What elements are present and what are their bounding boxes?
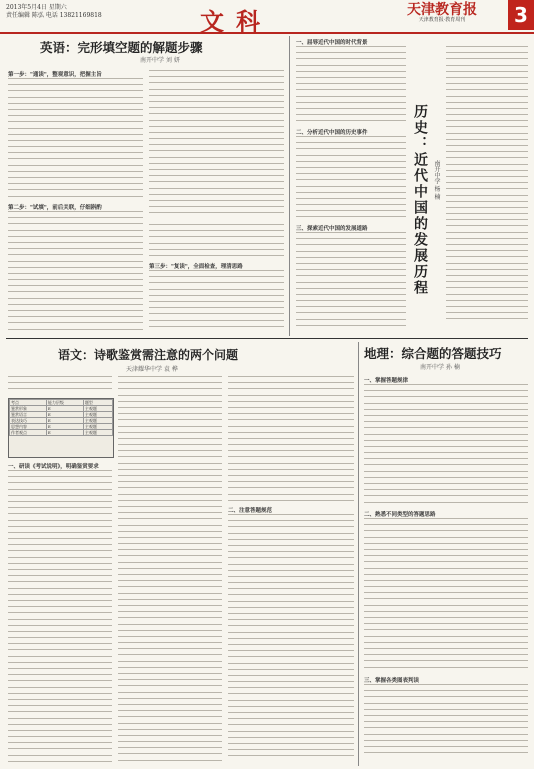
- poetry-byline: 天津耀华中学 袁 桦: [126, 366, 178, 373]
- poetry-sub2: 二、注意答题规范: [228, 508, 273, 514]
- column-divider: [358, 342, 359, 766]
- geography-byline: 南开中学 孙 楠: [420, 364, 460, 371]
- geography-sub2: 二、熟悉不同类型的答题思路: [364, 512, 436, 518]
- english-col2-text3: [149, 270, 284, 332]
- table-cell: E: [46, 424, 83, 430]
- english-title: 英语：完形填空题的解题步骤: [40, 40, 203, 55]
- geography-text1: [364, 384, 528, 508]
- poetry-col1-text: [8, 470, 112, 762]
- paper-sub: 天津教育报·教育周刊: [418, 17, 466, 23]
- table-cell: 主观题: [83, 424, 112, 430]
- table-cell: 主观题: [83, 406, 112, 412]
- history-col1-text2: [296, 136, 406, 222]
- table-header: 能力层级: [46, 400, 83, 406]
- history-sub1: 一、屈辱近代中国的时代背景: [296, 40, 368, 46]
- english-col2-text2: [149, 224, 284, 260]
- english-sub1: 第一步："通读"，整观意识，把握主旨: [8, 72, 102, 78]
- poetry-title: 语文：诗歌鉴赏需注意的两个问题: [58, 348, 239, 362]
- paper-logo: 天津教育报: [407, 2, 477, 18]
- english-byline: 南开中学 刘 妍: [140, 57, 180, 64]
- table-cell: 鉴赏语言: [10, 412, 47, 418]
- table-cell: 表达技巧: [10, 418, 47, 424]
- table-cell: 主观题: [83, 418, 112, 424]
- table-header: 考点: [10, 400, 47, 406]
- english-col1-text2: [8, 211, 143, 331]
- geography-title: 地理：综合题的答题技巧: [364, 346, 502, 361]
- history-sub3: 三、探索近代中国的发展道路: [296, 226, 368, 232]
- paper-logo-block: [382, 3, 502, 29]
- date-line: 2013年5月4日 星期六: [6, 4, 67, 11]
- poetry-col2-text: [118, 376, 222, 762]
- geography-text2: [364, 518, 528, 674]
- table-cell: E: [46, 412, 83, 418]
- geography-sub3: 三、掌握各类图表判读: [364, 678, 420, 684]
- english-sub2: 第二步："试填"，前后关联，仔细斟酌: [8, 205, 102, 211]
- geography-text3: [364, 684, 528, 762]
- editor-line: 责任编辑 陈弘 电话 13821169818: [6, 12, 102, 19]
- section-divider: [6, 338, 528, 339]
- english-col2-text: [149, 70, 284, 220]
- history-byline: 南开中学 杨 楠: [433, 160, 440, 200]
- page-number: 3: [508, 0, 534, 30]
- table-cell: E: [46, 406, 83, 412]
- masthead-meta: [6, 4, 126, 20]
- masthead: [0, 0, 534, 34]
- history-title: 历史：近代中国的发展历程: [412, 104, 428, 296]
- column-divider: [289, 36, 290, 336]
- table-cell: E: [46, 418, 83, 424]
- poetry-sub1: 一、研读《考试说明》，明确鉴赏要求: [8, 464, 99, 470]
- poetry-intro: [8, 376, 112, 394]
- geography-sub1: 一、掌握答题规律: [364, 378, 409, 384]
- english-sub3: 第三步："复读"，全面检查，理清思路: [149, 264, 243, 270]
- history-col2-text: [446, 46, 528, 332]
- table-cell: 作者观点: [10, 430, 47, 436]
- poetry-col3-text: [228, 376, 354, 502]
- table-cell: 思想内容: [10, 424, 47, 430]
- history-sub2: 二、分析近代中国的历史事件: [296, 130, 368, 136]
- history-col1-text3: [296, 232, 406, 332]
- table-cell: E: [46, 430, 83, 436]
- table-cell: 主观题: [83, 412, 112, 418]
- history-col1-text: [296, 46, 406, 126]
- table-header: 题型: [83, 400, 112, 406]
- table-cell: 主观题: [83, 430, 112, 436]
- table-cell: 鉴赏形象: [10, 406, 47, 412]
- poetry-col3-text2: [228, 514, 354, 762]
- english-col1-text: [8, 78, 143, 200]
- exam-points-table: [8, 398, 114, 458]
- section-title: 文科: [200, 7, 272, 36]
